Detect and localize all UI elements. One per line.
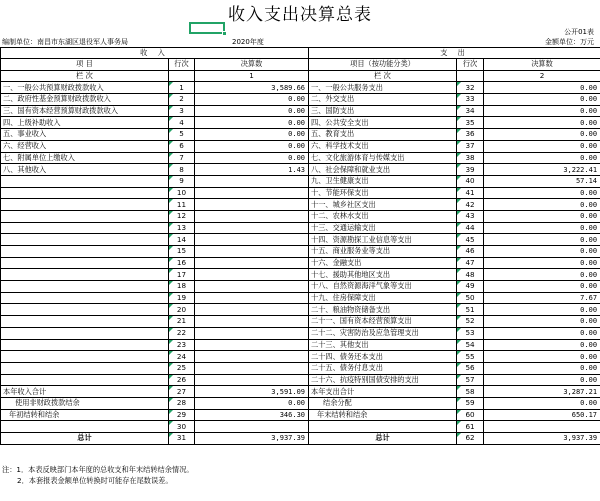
- expense-line-cell[interactable]: 40: [457, 175, 484, 187]
- income-item-cell[interactable]: 五、事业收入: [1, 129, 169, 141]
- expense-amount-header[interactable]: 决算数: [484, 59, 600, 71]
- income-line-cell[interactable]: 15: [169, 246, 195, 258]
- income-item-cell[interactable]: 使用非财政拨款结余: [1, 397, 169, 409]
- income-item-cell[interactable]: 三、国有资本经营预算财政拨款收入: [1, 105, 169, 117]
- income-line-index[interactable]: [169, 70, 195, 82]
- expense-amount-cell[interactable]: 0.00: [484, 339, 600, 351]
- expense-line-cell[interactable]: 36: [457, 129, 484, 141]
- income-expense-table: [0, 47, 600, 445]
- income-item-cell[interactable]: 总计: [1, 433, 169, 445]
- expense-line-cell[interactable]: 42: [457, 199, 484, 211]
- income-amount-cell[interactable]: [195, 421, 309, 433]
- expense-line-cell[interactable]: 49: [457, 281, 484, 293]
- expense-line-cell[interactable]: 51: [457, 304, 484, 316]
- table-row: [1, 386, 600, 398]
- expense-item-cell[interactable]: 十二、农林水支出: [309, 210, 457, 222]
- income-line-cell[interactable]: 28: [169, 397, 195, 409]
- table-row: [1, 362, 600, 374]
- income-amount-cell[interactable]: [195, 210, 309, 222]
- table-row: [1, 397, 600, 409]
- income-line-cell[interactable]: 5: [169, 129, 195, 141]
- income-line-cell[interactable]: 18: [169, 281, 195, 293]
- expense-line-cell[interactable]: 61: [457, 421, 484, 433]
- expense-line-cell[interactable]: 55: [457, 351, 484, 363]
- income-item-cell[interactable]: [1, 210, 169, 222]
- income-col-number[interactable]: 1: [195, 70, 309, 82]
- income-amount-cell[interactable]: 3,591.09: [195, 386, 309, 398]
- expense-item-cell[interactable]: 二十一、国有资本经营预算支出: [309, 316, 457, 328]
- expense-line-cell[interactable]: 35: [457, 117, 484, 129]
- column-index-row: [1, 70, 600, 82]
- table-row: [1, 257, 600, 269]
- table-row: [1, 187, 600, 199]
- expense-item-cell[interactable]: 五、教育支出: [309, 129, 457, 141]
- income-line-cell[interactable]: 29: [169, 409, 195, 421]
- income-amount-cell[interactable]: [195, 292, 309, 304]
- expense-line-cell[interactable]: 50: [457, 292, 484, 304]
- table-body: [1, 82, 600, 444]
- expense-item-cell[interactable]: [309, 421, 457, 433]
- table-row: [1, 105, 600, 117]
- income-line-cell[interactable]: 25: [169, 362, 195, 374]
- expense-line-cell[interactable]: 37: [457, 140, 484, 152]
- expense-amount-cell[interactable]: 0.00: [484, 199, 600, 211]
- expense-item-cell[interactable]: 二十六、抗疫特别国债安排的支出: [309, 374, 457, 386]
- income-amount-cell[interactable]: [195, 281, 309, 293]
- table-row: [1, 304, 600, 316]
- amount-unit: 金额单位：万元: [545, 38, 594, 46]
- expense-line-cell[interactable]: 60: [457, 409, 484, 421]
- income-item-cell[interactable]: 六、经营收入: [1, 140, 169, 152]
- table-row: [1, 82, 600, 94]
- expense-amount-cell[interactable]: 57.14: [484, 175, 600, 187]
- income-item-cell[interactable]: [1, 351, 169, 363]
- income-amount-cell[interactable]: [195, 234, 309, 246]
- table-row: [1, 281, 600, 293]
- income-item-cell[interactable]: 二、政府性基金预算财政拨款收入: [1, 94, 169, 106]
- income-item-cell[interactable]: [1, 374, 169, 386]
- table-row: [1, 199, 600, 211]
- income-amount-cell[interactable]: 0.00: [195, 397, 309, 409]
- income-item-cell[interactable]: [1, 316, 169, 328]
- income-line-cell[interactable]: 2: [169, 94, 195, 106]
- expense-amount-cell[interactable]: 0.00: [484, 351, 600, 363]
- meta-row: [0, 37, 600, 47]
- income-amount-header[interactable]: 决算数: [195, 59, 309, 71]
- table-row: [1, 117, 600, 129]
- income-line-cell[interactable]: 26: [169, 374, 195, 386]
- expense-amount-cell[interactable]: 0.00: [484, 281, 600, 293]
- income-line-cell[interactable]: 19: [169, 292, 195, 304]
- income-line-cell[interactable]: 9: [169, 175, 195, 187]
- income-line-cell[interactable]: 21: [169, 316, 195, 328]
- preparing-unit: 编制单位：南昌市东湖区退役军人事务局: [2, 38, 128, 46]
- income-item-cell[interactable]: 一、一般公共预算财政拨款收入: [1, 82, 169, 94]
- expense-item-cell[interactable]: 四、公共安全支出: [309, 117, 457, 129]
- table-row: [1, 269, 600, 281]
- expense-amount-cell[interactable]: [484, 421, 600, 433]
- income-amount-cell[interactable]: [195, 246, 309, 258]
- expense-item-cell[interactable]: 十八、自然资源海洋气象等支出: [309, 281, 457, 293]
- income-amount-cell[interactable]: 3,937.39: [195, 433, 309, 445]
- expense-column-label[interactable]: 栏 次: [309, 70, 457, 82]
- expense-amount-cell[interactable]: 0.00: [484, 105, 600, 117]
- expense-line-cell[interactable]: 59: [457, 397, 484, 409]
- expense-item-cell[interactable]: 十四、资源勘探工业信息等支出: [309, 234, 457, 246]
- income-amount-cell[interactable]: [195, 339, 309, 351]
- table-row: [1, 433, 600, 445]
- expense-amount-cell[interactable]: 3,287.21: [484, 386, 600, 398]
- income-line-cell[interactable]: 10: [169, 187, 195, 199]
- income-item-cell[interactable]: [1, 281, 169, 293]
- footnotes: [2, 464, 598, 486]
- expense-amount-cell[interactable]: 3,937.39: [484, 433, 600, 445]
- income-item-cell[interactable]: [1, 234, 169, 246]
- expense-item-cell[interactable]: 二十五、债务付息支出: [309, 362, 457, 374]
- expense-line-cell[interactable]: 47: [457, 257, 484, 269]
- expense-amount-cell[interactable]: 0.00: [484, 129, 600, 141]
- table-row: [1, 374, 600, 386]
- income-item-cell[interactable]: [1, 246, 169, 258]
- income-amount-cell[interactable]: 1.43: [195, 164, 309, 176]
- expense-amount-cell[interactable]: 0.00: [484, 210, 600, 222]
- income-amount-cell[interactable]: [195, 269, 309, 281]
- income-amount-cell[interactable]: [195, 327, 309, 339]
- expense-item-cell[interactable]: 二十三、其他支出: [309, 339, 457, 351]
- income-amount-cell[interactable]: [195, 362, 309, 374]
- income-line-cell[interactable]: 11: [169, 199, 195, 211]
- expense-amount-cell[interactable]: 0.00: [484, 362, 600, 374]
- income-item-cell[interactable]: [1, 292, 169, 304]
- expense-item-cell[interactable]: 三、国防支出: [309, 105, 457, 117]
- income-item-cell[interactable]: [1, 269, 169, 281]
- expense-amount-cell[interactable]: 7.67: [484, 292, 600, 304]
- expense-amount-cell[interactable]: 0.00: [484, 94, 600, 106]
- expense-line-cell[interactable]: 45: [457, 234, 484, 246]
- expense-line-cell[interactable]: 32: [457, 82, 484, 94]
- section-header-row: [1, 48, 600, 59]
- expense-col-number[interactable]: 2: [484, 70, 600, 82]
- expense-line-header[interactable]: 行次: [457, 59, 484, 71]
- income-amount-cell[interactable]: 3,589.66: [195, 82, 309, 94]
- expense-item-cell[interactable]: 八、社会保障和就业支出: [309, 164, 457, 176]
- expense-item-cell[interactable]: 十六、金融支出: [309, 257, 457, 269]
- footnote-2: 2．本套报表金额单位转换时可能存在尾数误差。: [17, 476, 173, 485]
- income-item-cell[interactable]: [1, 222, 169, 234]
- expense-item-cell[interactable]: 十、节能环保支出: [309, 187, 457, 199]
- expense-item-cell[interactable]: 七、文化旅游体育与传媒支出: [309, 152, 457, 164]
- income-item-cell[interactable]: [1, 257, 169, 269]
- income-amount-cell[interactable]: [195, 175, 309, 187]
- table-row: [1, 210, 600, 222]
- table-row: [1, 140, 600, 152]
- income-item-cell[interactable]: [1, 339, 169, 351]
- income-item-cell[interactable]: [1, 175, 169, 187]
- income-amount-cell[interactable]: 0.00: [195, 152, 309, 164]
- expense-line-cell[interactable]: 57: [457, 374, 484, 386]
- table-row: [1, 421, 600, 433]
- income-line-cell[interactable]: 7: [169, 152, 195, 164]
- income-item-cell[interactable]: [1, 187, 169, 199]
- income-amount-cell[interactable]: 0.00: [195, 105, 309, 117]
- expense-item-cell[interactable]: 十三、交通运输支出: [309, 222, 457, 234]
- income-line-cell[interactable]: 17: [169, 269, 195, 281]
- expense-line-cell[interactable]: 52: [457, 316, 484, 328]
- expense-line-cell[interactable]: 53: [457, 327, 484, 339]
- expense-line-index[interactable]: [457, 70, 484, 82]
- expense-amount-cell[interactable]: 650.17: [484, 409, 600, 421]
- expense-item-cell[interactable]: 结余分配: [309, 397, 457, 409]
- footnote-1: 注：1．本表反映部门本年度的总收支和年末结转结余情况。: [2, 465, 194, 474]
- expense-section-header[interactable]: 支 出: [309, 48, 600, 59]
- expense-line-cell[interactable]: 34: [457, 105, 484, 117]
- expense-line-cell[interactable]: 58: [457, 386, 484, 398]
- table-row: [1, 246, 600, 258]
- income-item-cell[interactable]: [1, 199, 169, 211]
- income-item-cell[interactable]: 七、附属单位上缴收入: [1, 152, 169, 164]
- table-row: [1, 234, 600, 246]
- income-amount-cell[interactable]: [195, 304, 309, 316]
- expense-item-cell[interactable]: 十七、援助其他地区支出: [309, 269, 457, 281]
- expense-item-cell[interactable]: 二、外交支出: [309, 94, 457, 106]
- table-row: [1, 409, 600, 421]
- income-amount-cell[interactable]: 0.00: [195, 129, 309, 141]
- income-line-cell[interactable]: 20: [169, 304, 195, 316]
- form-code: 公开01表: [564, 28, 594, 36]
- income-item-cell[interactable]: 年初结转和结余: [1, 409, 169, 421]
- table-row: [1, 129, 600, 141]
- expense-line-cell[interactable]: 39: [457, 164, 484, 176]
- fill-handle[interactable]: [222, 31, 227, 36]
- income-item-cell[interactable]: 四、上级补助收入: [1, 117, 169, 129]
- income-column-label[interactable]: 栏 次: [1, 70, 169, 82]
- income-amount-cell[interactable]: [195, 374, 309, 386]
- table-row: [1, 94, 600, 106]
- expense-line-cell[interactable]: 56: [457, 362, 484, 374]
- expense-amount-cell[interactable]: 0.00: [484, 257, 600, 269]
- income-amount-cell[interactable]: 0.00: [195, 94, 309, 106]
- expense-line-cell[interactable]: 46: [457, 246, 484, 258]
- expense-item-cell[interactable]: 十九、住房保障支出: [309, 292, 457, 304]
- expense-amount-cell[interactable]: 0.00: [484, 187, 600, 199]
- report-year: 2020年度: [232, 38, 264, 46]
- expense-line-cell[interactable]: 62: [457, 433, 484, 445]
- expense-amount-cell[interactable]: 0.00: [484, 304, 600, 316]
- expense-item-cell[interactable]: 二十四、债务还本支出: [309, 351, 457, 363]
- income-amount-cell[interactable]: 346.30: [195, 409, 309, 421]
- income-line-cell[interactable]: 22: [169, 327, 195, 339]
- table-row: [1, 351, 600, 363]
- expense-amount-cell[interactable]: 0.00: [484, 222, 600, 234]
- income-line-cell[interactable]: 24: [169, 351, 195, 363]
- income-item-cell[interactable]: [1, 421, 169, 433]
- income-amount-cell[interactable]: [195, 199, 309, 211]
- expense-amount-cell[interactable]: 0.00: [484, 234, 600, 246]
- expense-line-cell[interactable]: 54: [457, 339, 484, 351]
- income-line-cell[interactable]: 27: [169, 386, 195, 398]
- income-line-cell[interactable]: 4: [169, 117, 195, 129]
- expense-item-cell[interactable]: 一、一般公共服务支出: [309, 82, 457, 94]
- expense-amount-cell[interactable]: 0.00: [484, 82, 600, 94]
- expense-line-cell[interactable]: 41: [457, 187, 484, 199]
- table-row: [1, 316, 600, 328]
- expense-line-cell[interactable]: 38: [457, 152, 484, 164]
- income-item-cell[interactable]: 本年收入合计: [1, 386, 169, 398]
- income-amount-cell[interactable]: [195, 351, 309, 363]
- expense-amount-cell[interactable]: 0.00: [484, 140, 600, 152]
- expense-amount-cell[interactable]: 0.00: [484, 316, 600, 328]
- table-row: [1, 152, 600, 164]
- expense-line-cell[interactable]: 48: [457, 269, 484, 281]
- income-line-header[interactable]: 行次: [169, 59, 195, 71]
- active-cell-selection[interactable]: [189, 22, 225, 34]
- expense-item-header[interactable]: 项目（按功能分类）: [309, 59, 457, 71]
- income-item-header[interactable]: 项 目: [1, 59, 169, 71]
- income-item-cell[interactable]: [1, 362, 169, 374]
- expense-item-cell[interactable]: 十一、城乡社区支出: [309, 199, 457, 211]
- expense-amount-cell[interactable]: 0.00: [484, 397, 600, 409]
- income-amount-cell[interactable]: 0.00: [195, 117, 309, 129]
- table-row: [1, 175, 600, 187]
- income-line-cell[interactable]: 14: [169, 234, 195, 246]
- income-line-cell[interactable]: 12: [169, 210, 195, 222]
- income-item-cell[interactable]: [1, 304, 169, 316]
- expense-amount-cell[interactable]: 0.00: [484, 269, 600, 281]
- income-item-cell[interactable]: 八、其他收入: [1, 164, 169, 176]
- income-line-cell[interactable]: 3: [169, 105, 195, 117]
- expense-amount-cell[interactable]: 0.00: [484, 117, 600, 129]
- income-line-cell[interactable]: 16: [169, 257, 195, 269]
- income-line-cell[interactable]: 13: [169, 222, 195, 234]
- expense-amount-cell[interactable]: 3,222.41: [484, 164, 600, 176]
- expense-amount-cell[interactable]: 0.00: [484, 374, 600, 386]
- table-title: 收入支出决算总表: [228, 5, 372, 25]
- expense-amount-cell[interactable]: 0.00: [484, 246, 600, 258]
- income-line-cell[interactable]: 31: [169, 433, 195, 445]
- expense-item-cell[interactable]: 六、科学技术支出: [309, 140, 457, 152]
- income-amount-cell[interactable]: [195, 257, 309, 269]
- income-item-cell[interactable]: [1, 327, 169, 339]
- income-line-cell[interactable]: 23: [169, 339, 195, 351]
- expense-item-cell[interactable]: 二十、粮油物资储备支出: [309, 304, 457, 316]
- expense-item-cell[interactable]: 总计: [309, 433, 457, 445]
- expense-item-cell[interactable]: 二十二、灾害防治及应急管理支出: [309, 327, 457, 339]
- income-line-cell[interactable]: 1: [169, 82, 195, 94]
- expense-item-cell[interactable]: 十五、商业服务业等支出: [309, 246, 457, 258]
- income-line-cell[interactable]: 30: [169, 421, 195, 433]
- expense-line-cell[interactable]: 44: [457, 222, 484, 234]
- expense-item-cell[interactable]: 本年支出合计: [309, 386, 457, 398]
- income-amount-cell[interactable]: [195, 222, 309, 234]
- table-row: [1, 222, 600, 234]
- expense-line-cell[interactable]: 33: [457, 94, 484, 106]
- table-row: [1, 339, 600, 351]
- expense-item-cell[interactable]: 九、卫生健康支出: [309, 175, 457, 187]
- income-amount-cell[interactable]: [195, 187, 309, 199]
- column-header-row: [1, 59, 600, 71]
- table-row: [1, 164, 600, 176]
- table-row: [1, 292, 600, 304]
- expense-line-cell[interactable]: 43: [457, 210, 484, 222]
- table-row: [1, 327, 600, 339]
- income-amount-cell[interactable]: [195, 316, 309, 328]
- income-amount-cell[interactable]: 0.00: [195, 140, 309, 152]
- expense-amount-cell[interactable]: 0.00: [484, 327, 600, 339]
- income-line-cell[interactable]: 8: [169, 164, 195, 176]
- income-section-header[interactable]: 收 入: [1, 48, 309, 59]
- expense-item-cell[interactable]: 年末结转和结余: [309, 409, 457, 421]
- income-line-cell[interactable]: 6: [169, 140, 195, 152]
- expense-amount-cell[interactable]: 0.00: [484, 152, 600, 164]
